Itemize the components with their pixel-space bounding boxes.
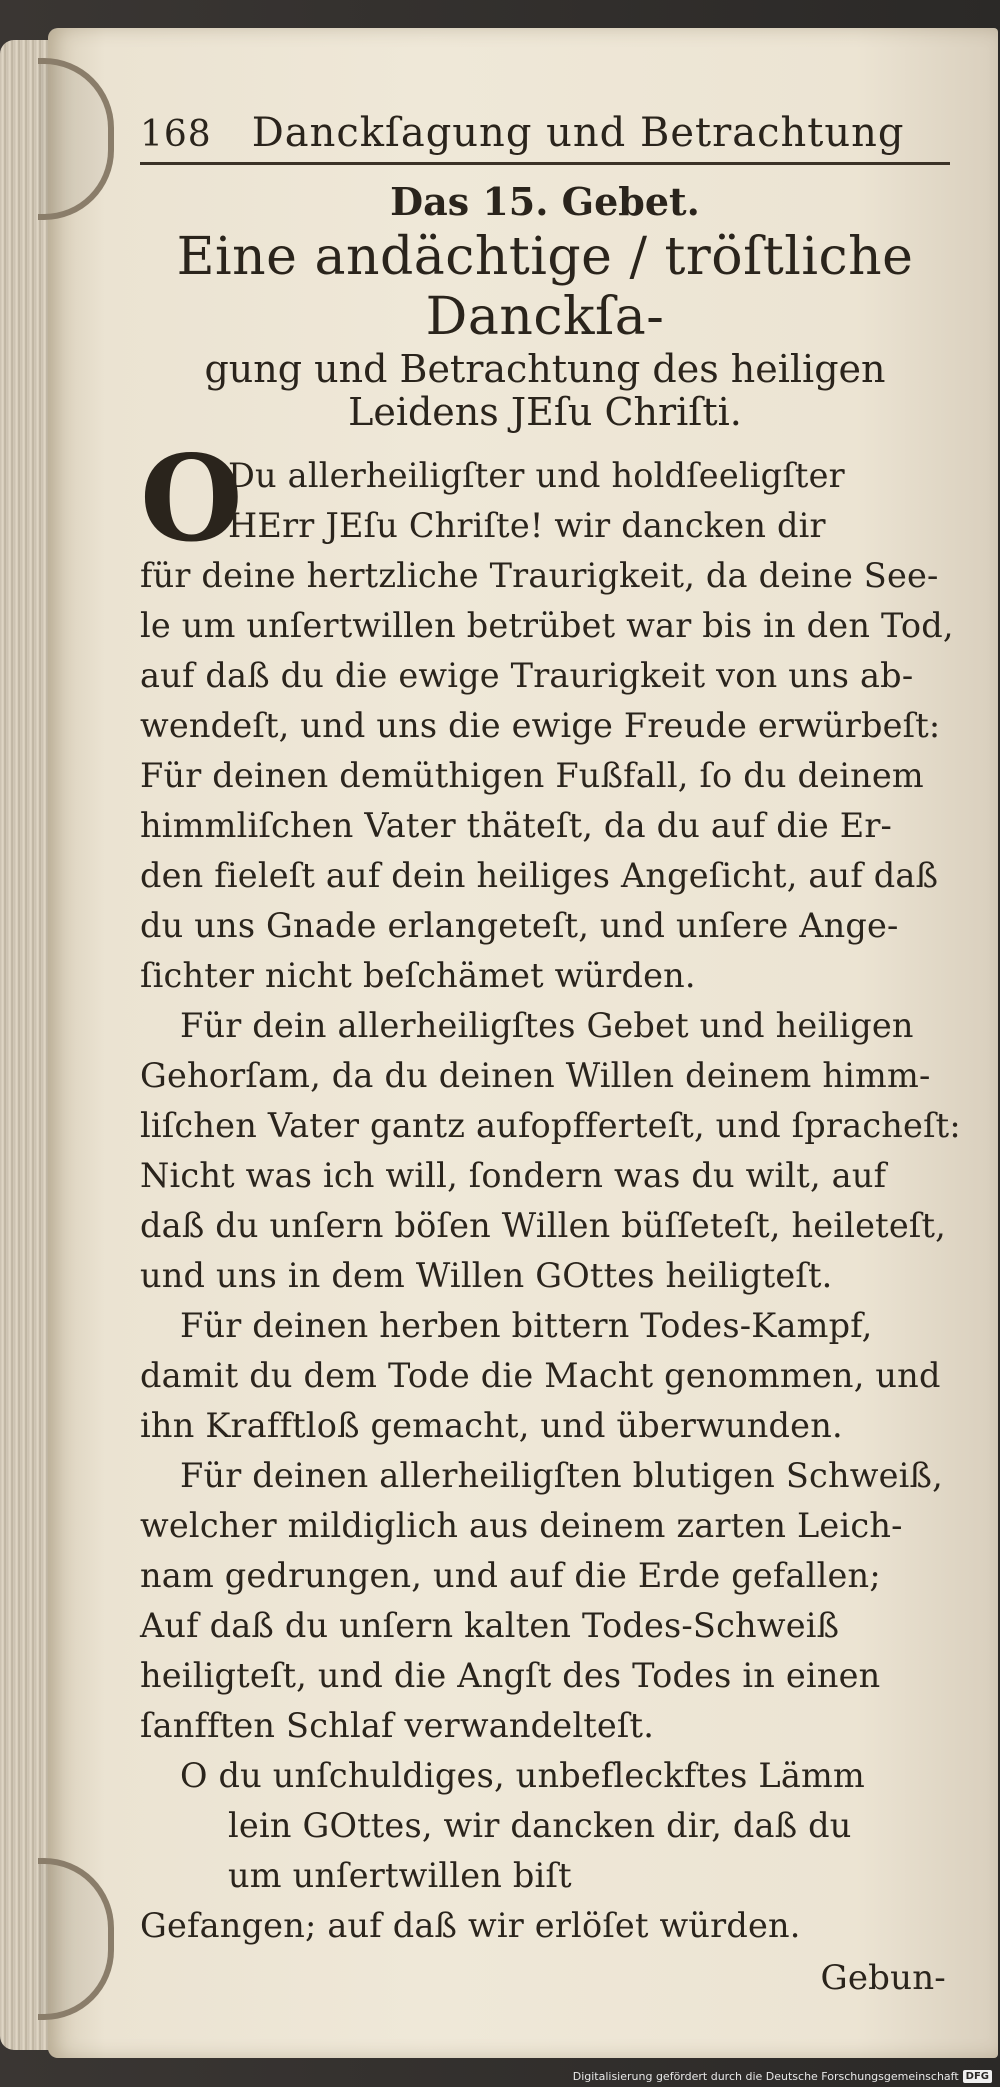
prayer-title (140, 228, 950, 435)
text-line: und uns in dem Willen GOttes heiligteſt. (140, 1255, 833, 1295)
binding-clip-top (38, 58, 114, 220)
text-line: himmliſchen Vater thäteſt, da du auf die Er- (140, 805, 893, 845)
digitization-credit (573, 2070, 992, 2083)
verse-line: lein GOttes, wir dancken dir, daß du (228, 1805, 852, 1845)
text-line: auf daß du die ewige Traurigkeit von uns ab- (140, 655, 914, 695)
drop-cap: O (140, 428, 243, 568)
text-line: Für dein allerheiligſtes Gebet und heiligen (180, 1005, 914, 1045)
text-line: ſichter nicht beſchämet würden. (140, 955, 696, 995)
verse-line: O du unſchuldiges, unbefleckftes Lämm (180, 1755, 865, 1795)
binding-clip-bottom (38, 1858, 114, 2020)
paragraph-3 (140, 1301, 950, 1451)
paragraph-1 (140, 428, 954, 1001)
text-line: Für deinen allerheiligſten blutigen Schweiß, (180, 1455, 943, 1495)
final-line: Gefangen; auf daß wir erlöſet würden. (140, 1905, 801, 1945)
text-line: Du allerheiligſter und holdſeeligſter (228, 455, 845, 495)
running-title: Danckſagung und Betrachtung (251, 110, 905, 156)
text-line: daß du unſern böſen Willen büſſeteſt, heileteſt, (140, 1205, 946, 1245)
prayer-title-line-1: Eine andächtige / tröſtliche Danckſa- (176, 227, 914, 347)
verse-line: um unſertwillen biſt (228, 1855, 572, 1895)
page-number: 168 (140, 114, 212, 155)
prayer-body (140, 428, 961, 2003)
credit-text: Digitalisierung gefördert durch die Deutsche Forschungsgemeinschaft (572, 2070, 959, 2083)
text-line: für deine hertzliche Traurigkeit, da deine See- (140, 555, 939, 595)
text-line: Für deinen demüthigen Fußfall, ſo du deinem (140, 755, 924, 795)
text-line: ſanfften Schlaf verwandelteſt. (140, 1705, 655, 1745)
catchword: Gebun- (820, 1957, 946, 1998)
paragraph-2 (140, 1001, 961, 1301)
text-line: Gehorſam, da du deinen Willen deinem himm- (140, 1055, 931, 1095)
text-line: Nicht was ich will, ſondern was du wilt, auf (140, 1155, 887, 1195)
paragraph-4 (140, 1451, 950, 1751)
prayer-title-line-3: Leidens JEſu Chriſti. (348, 390, 742, 435)
text-line: ihn Krafftloß gemacht, und überwunden. (140, 1405, 843, 1445)
text-line: welcher mildiglich aus deinem zarten Leich- (140, 1505, 903, 1545)
text-line: Auf daß du unſern kalten Todes-Schweiß (140, 1605, 840, 1645)
text-line: wendeſt, und uns die ewige Freude erwürbeſt: (140, 705, 941, 745)
verse-block (140, 1751, 950, 1901)
text-line: nam gedrungen, und auf die Erde gefallen; (140, 1555, 881, 1595)
page-content (140, 110, 961, 2003)
text-line: damit du dem Tode die Macht genommen, und (140, 1355, 941, 1395)
prayer-title-line-2: gung und Betrachtung des heiligen (204, 346, 886, 391)
text-line: heiligteſt, und die Angſt des Todes in einen (140, 1655, 881, 1695)
text-line: le um unſertwillen betrübet war bis in den Tod, (140, 605, 954, 645)
text-line: den fieleſt auf dein heiliges Angeſicht, auf daß (140, 855, 939, 895)
text-line: liſchen Vater gantz aufopfferteſt, und ſpracheſt: (140, 1105, 961, 1145)
dfg-logo: DFG (963, 2070, 992, 2083)
text-line: Für deinen herben bittern Todes-Kampf, (180, 1305, 873, 1345)
text-line: HErr JEſu Chriſte! wir dancken dir (228, 505, 826, 545)
running-head (140, 110, 950, 165)
text-line: du uns Gnade erlangeteſt, und unſere Ange- (140, 905, 899, 945)
prayer-number: Das 15. Gebet. (390, 179, 700, 224)
